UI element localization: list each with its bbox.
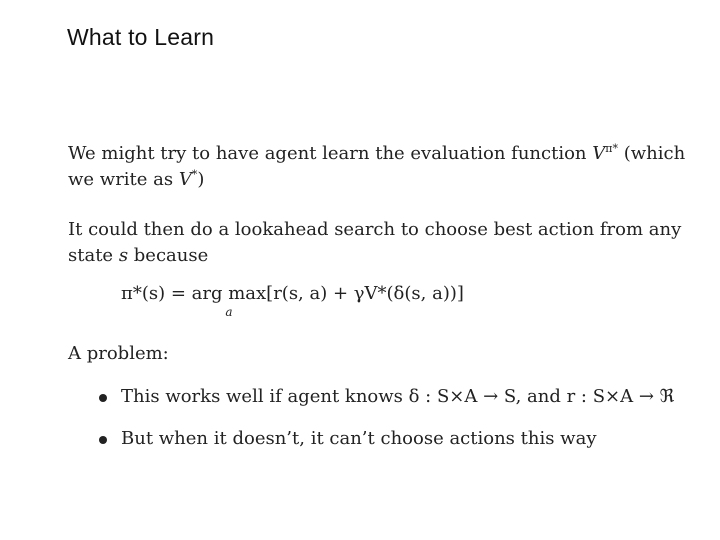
v-symbol: V: [592, 143, 606, 164]
p2-text-before: It could then do a lookahead search to choose best action from any state: [68, 219, 682, 266]
paragraph-lookahead-search: [68, 217, 708, 269]
p1-text-after: ): [197, 169, 205, 190]
p1-text-middle: (which we write as: [68, 143, 686, 190]
vstar-symbol: V: [178, 169, 192, 190]
bullet-item-knows-model: [97, 383, 674, 425]
bullet-item-doesnt-know: [97, 425, 674, 467]
equation-rhs: [r(s, a) + γV*(δ(s, a))]: [266, 283, 464, 304]
bullet-dot-icon: [99, 394, 107, 402]
p1-text-before: We might try to have agent learn the evaluation function: [68, 143, 593, 164]
bullet-dot-icon: [99, 436, 107, 444]
equation-lhs: π*(s) =: [121, 283, 192, 304]
slide-title: What to Learn: [67, 24, 215, 50]
argmax-subscript: a: [225, 305, 233, 319]
vstar-superscript: *: [191, 168, 198, 181]
problem-bullet-list: [97, 383, 674, 467]
v-superscript: π*: [605, 142, 618, 155]
state-variable: s: [118, 245, 129, 266]
problem-label: A problem:: [68, 343, 169, 364]
p2-text-after: because: [128, 245, 209, 266]
argmax-label: arg max: [191, 283, 267, 304]
bullet-text: This works well if agent knows δ : S×A → S, and r : S×A → ℜ: [121, 386, 675, 407]
paragraph-evaluation-function: [68, 141, 708, 193]
policy-equation: [121, 283, 464, 319]
argmax-operator: [191, 283, 267, 319]
bullet-text: But when it doesn’t, it can’t choose actions this way: [121, 428, 597, 449]
